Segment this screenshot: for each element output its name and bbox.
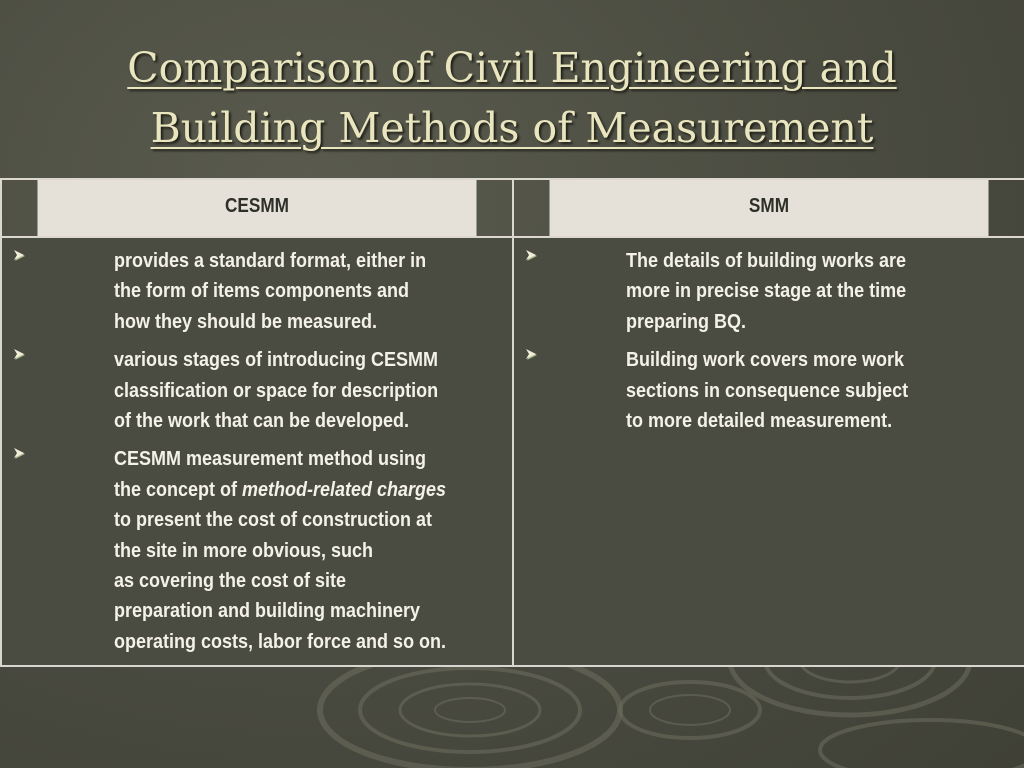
list-item	[514, 345, 1024, 436]
cesmm-bullet-text: provides a standard format, either in the form of items components and how they should be measured.	[114, 250, 427, 333]
bullet-text-suffix: to present the cost of construction at the site in more obvious, such as covering the cost of site preparation and building machinery operating costs, labor force and so on.	[114, 509, 447, 653]
smm-bullet-text: The details of building works are more in precise stage at the time preparing BQ.	[626, 250, 907, 333]
cesmm-bullet-list	[2, 246, 512, 657]
smm-bullet-text: Building work covers more work sections in consequence subject to more detailed measurement.	[626, 349, 909, 433]
arrow-right-bullet-icon	[12, 446, 26, 460]
smm-cell	[513, 237, 1024, 666]
list-item	[2, 444, 512, 657]
arrow-right-bullet-icon	[12, 347, 26, 361]
list-item	[2, 345, 512, 436]
arrow-right-bullet-icon	[524, 248, 538, 262]
cesmm-bullet-text	[114, 444, 474, 657]
column-header-cesmm: CESMM	[37, 179, 477, 237]
list-item	[514, 246, 1024, 337]
cesmm-bullet-text: various stages of introducing CESMM classification or space for description of the work that can be developed.	[114, 349, 439, 433]
list-item	[2, 246, 512, 337]
bullet-text-prefix: CESMM measurement method using the concept of	[114, 448, 427, 501]
column-header-smm: SMM	[549, 179, 989, 237]
slide-title: Comparison of Civil Engineering and Building Methods of Measurement	[127, 44, 897, 152]
arrow-right-bullet-icon	[524, 347, 538, 361]
cesmm-cell	[1, 237, 513, 666]
arrow-right-bullet-icon	[12, 248, 26, 262]
table-header-row	[1, 179, 1024, 237]
table-row	[1, 237, 1024, 666]
smm-bullet-list	[514, 246, 1024, 436]
method-related-charges-emphasis: method-related charges	[242, 478, 447, 501]
comparison-table	[0, 178, 1024, 667]
